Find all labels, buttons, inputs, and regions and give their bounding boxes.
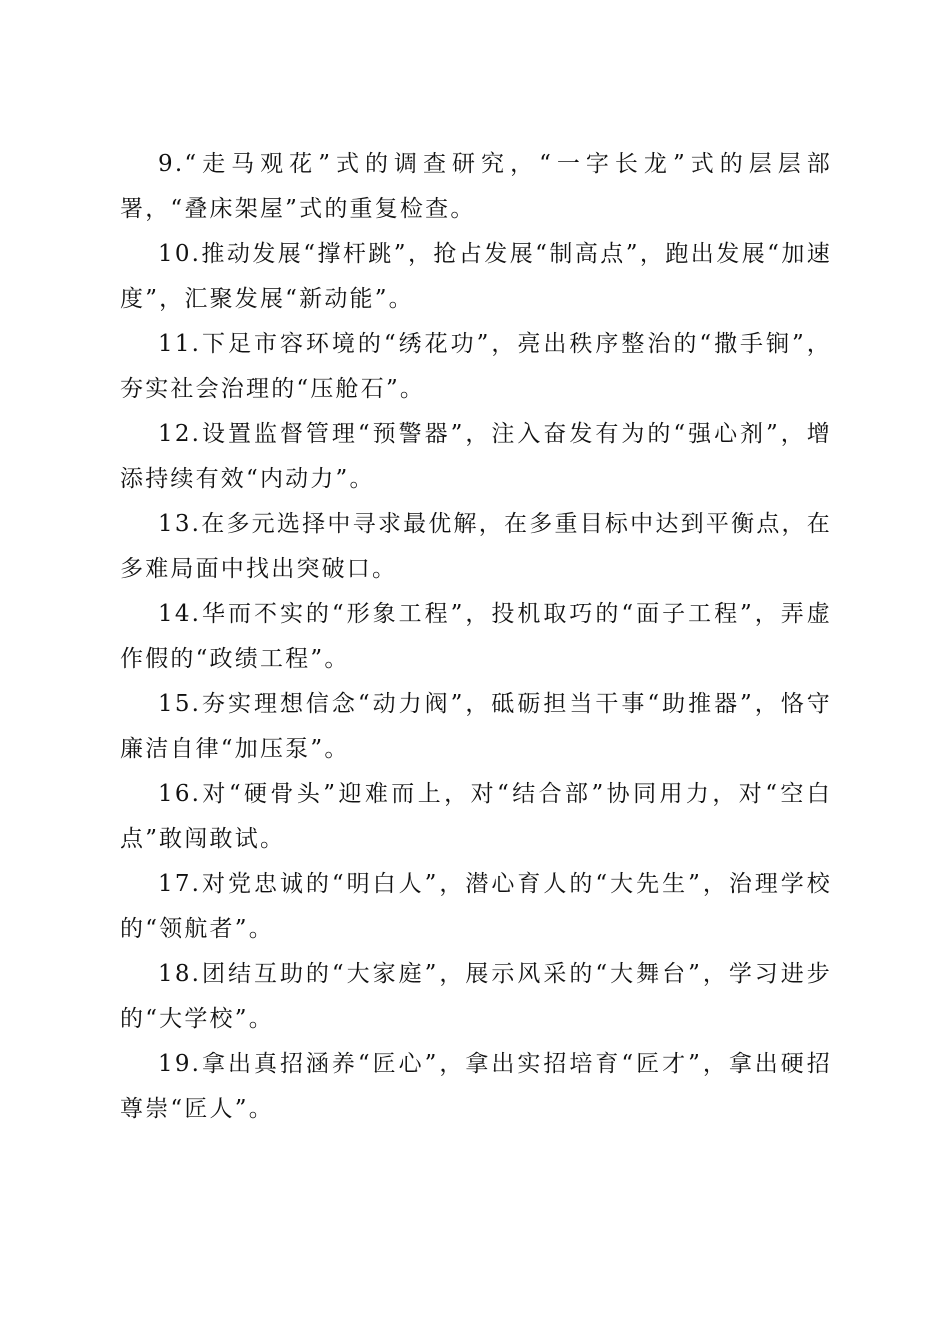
list-item: 14.华而不实的“形象工程”，投机取巧的“面子工程”，弄虚作假的“政绩工程”。 — [120, 601, 832, 672]
list-item: 11.下足市容环境的“绣花功”，亮出秩序整治的“撒手锏”，夯实社会治理的“压舱石”。 — [120, 331, 832, 402]
list-item: 13.在多元选择中寻求最优解，在多重目标中达到平衡点，在多难局面中找出突破口。 — [120, 511, 832, 582]
list-item: 16.对“硬骨头”迎难而上，对“结合部”协同用力，对“空白点”敢闯敢试。 — [120, 781, 832, 852]
list-item: 12.设置监督管理“预警器”，注入奋发有为的“强心剂”，增添持续有效“内动力”。 — [120, 421, 832, 492]
list-item: 19.拿出真招涵养“匠心”，拿出实招培育“匠才”，拿出硬招尊崇“匠人”。 — [120, 1051, 832, 1122]
list-item: 9.“走马观花”式的调查研究，“一字长龙”式的层层部署，“叠床架屋”式的重复检查。 — [120, 151, 832, 222]
list-item: 10.推动发展“撑杆跳”，抢占发展“制高点”，跑出发展“加速度”，汇聚发展“新动能”。 — [120, 241, 832, 312]
list-item: 18.团结互助的“大家庭”，展示风采的“大舞台”，学习进步的“大学校”。 — [120, 961, 832, 1032]
document-body — [120, 142, 832, 1132]
list-item: 15.夯实理想信念“动力阀”，砥砺担当干事“助推器”，恪守廉洁自律“加压泵”。 — [120, 691, 832, 762]
list-item: 17.对党忠诚的“明白人”，潜心育人的“大先生”，治理学校的“领航者”。 — [120, 871, 832, 942]
